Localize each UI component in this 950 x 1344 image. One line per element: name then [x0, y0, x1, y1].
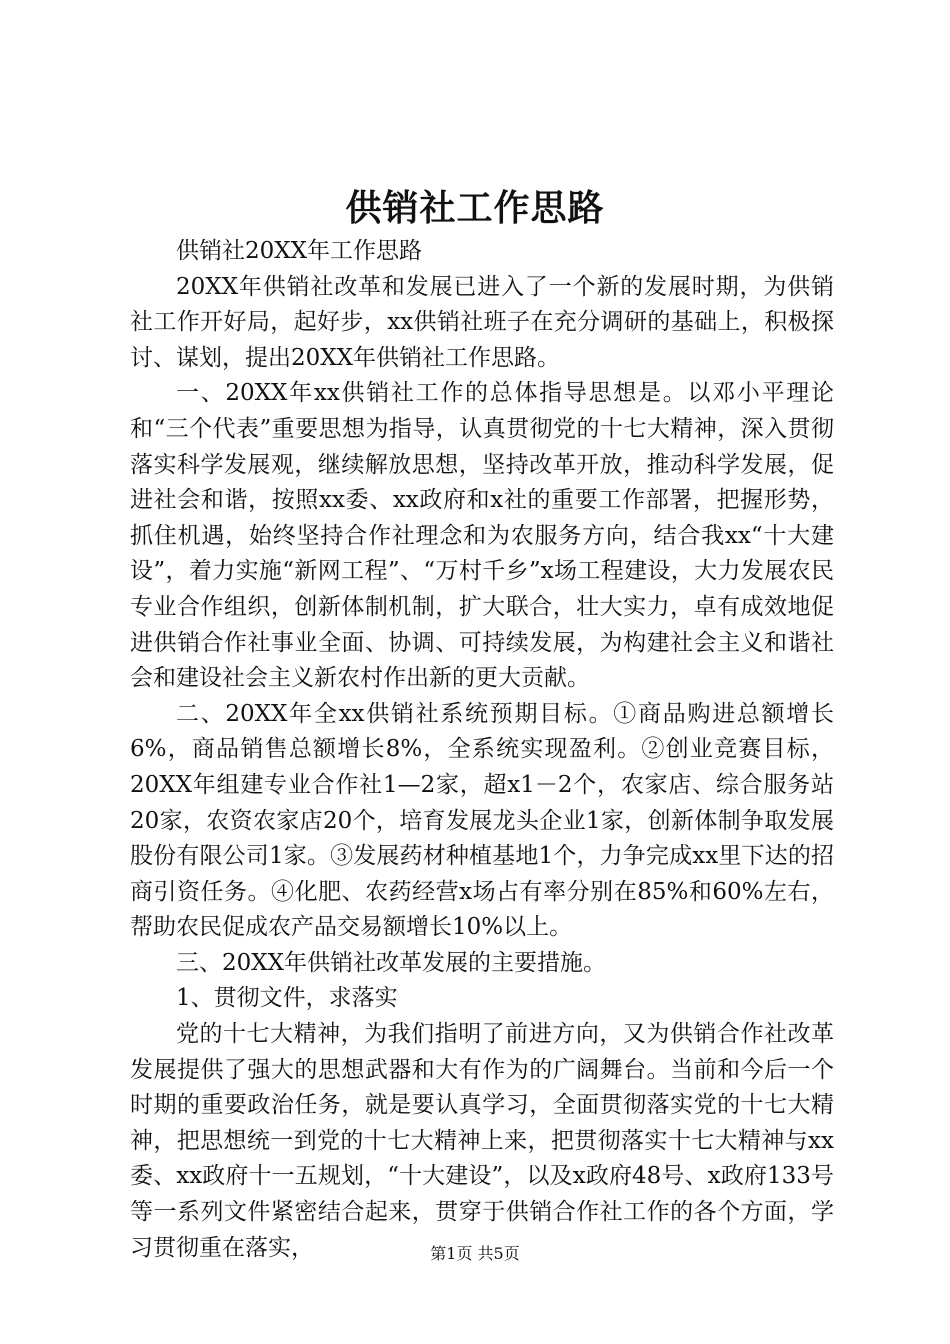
paragraph-intro: 20XX年供销社改革和发展已进入了一个新的发展时期，为供销社工作开好局，起好步，xx供销社班子在充分调研的基础上，积极探讨、谋划，提出20XX年供销社工作思路。 — [130, 273, 834, 371]
document-body — [130, 234, 834, 1266]
page-footer: 第1页 共5页 — [430, 1244, 520, 1263]
paragraph-main-measures: 三、20XX年供销社改革发展的主要措施。 — [176, 949, 607, 976]
paragraph-measure-1-heading: 1、贯彻文件，求落实 — [176, 985, 398, 1012]
document-title: 供销社工作思路 — [345, 187, 605, 229]
paragraph-expected-goals: 二、20XX年全xx供销社系统预期目标。①商品购进总额增长6%，商品销售总额增长8%，全系统实现盈利。②创业竞赛目标，20XX年组建专业合作社1—2家，超x1－2个，农家店、综合服务站20家，农资农家店20个，培育发展龙头企业1家，创新体制争取发展股份有限公司1家。③发展药材种植基地1个，力争完成xx里下达的招商引资任务。④化肥、农药经营x场占有率分别在85%和60%左右，帮助农民促成农产品交易额增长10%以上。 — [130, 700, 834, 941]
paragraph-measure-1-body: 党的十七大精神，为我们指明了前进方向，又为供销合作社改革发展提供了强大的思想武器和大有作为的广阔舞台。当前和今后一个时期的重要政治任务，就是要认真学习，全面贯彻落实党的十七大精神，把思想统一到党的十七大精神上来，把贯彻落实十七大精神与xx委、xx政府十一五规划，“十大建设”，以及x政府48号、x政府133号等一系列文件紧密结合起来，贯穿于供销合作社工作的各个方面，学习贯彻重在落实， — [130, 1021, 834, 1261]
paragraph-subtitle: 供销社20XX年工作思路 — [176, 238, 423, 264]
paragraph-guiding-thought: 一、20XX年xx供销社工作的总体指导思想是。以邓小平理论和“三个代表”重要思想为指导，认真贯彻党的十七大精神，深入贯彻落实科学发展观，继续解放思想，坚持改革开放，推动科学发展，促进社会和谐，按照xx委、xx政府和x社的重要工作部署，把握形势，抓住机遇，始终坚持合作社理念和为农服务方向，结合我xx“十大建设”，着力实施“新网工程”、“万村千乡”x场工程建设，大力发展农民专业合作组织，创新体制机制，扩大联合，壮大实力，卓有成效地促进供销合作社事业全面、协调、可持续发展，为构建社会主义和谐社会和建设社会主义新农村作出新的更大贡献。 — [130, 380, 834, 692]
